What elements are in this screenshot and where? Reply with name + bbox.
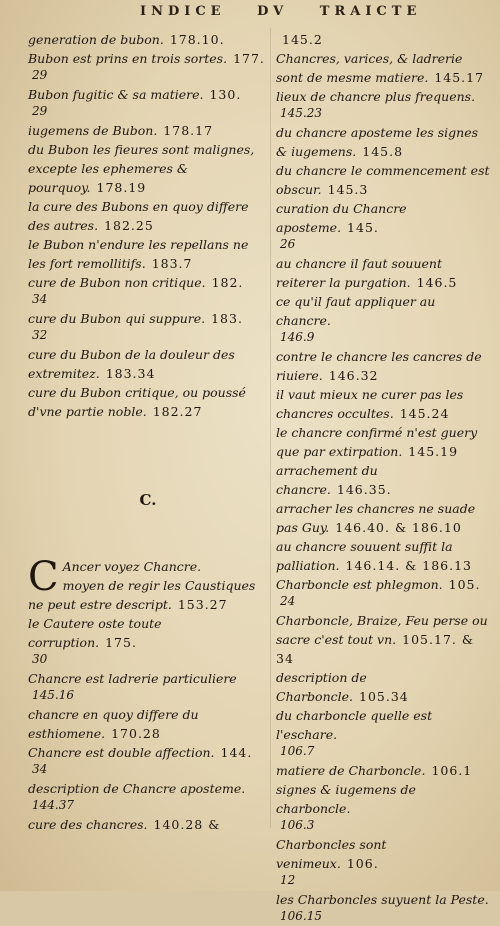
- entry-text: les Charboncles suyuent la Peste.: [276, 892, 489, 907]
- entry-text: Chancre est ladrerie particuliere: [28, 671, 237, 686]
- entry-text: ce qu'il faut appliquer au chancre.: [276, 294, 440, 328]
- entry-text: Bubon est prins en trois sortes.: [28, 51, 228, 66]
- header-word: DV: [257, 4, 289, 19]
- entry-page-ref: 145.19: [408, 444, 459, 459]
- entry-text: cure du Bubon critique, ou poussé d'vne partie noble.: [28, 385, 250, 419]
- section-letter: C.: [139, 491, 157, 509]
- entry-text: Charboncle, Braize, Feu perse ou sacre c'est tout vn.: [276, 613, 492, 647]
- entry-page-ref: 146.32: [328, 368, 379, 383]
- entry-page-ref: 182.27: [152, 404, 203, 419]
- page-reference: 144.37: [32, 798, 74, 812]
- entry-text: au chancre souuent suffit la palliation.: [276, 539, 457, 573]
- entry-page-ref: 145.3: [327, 182, 369, 197]
- index-entry: [28, 669, 268, 688]
- entry-page-ref: 183.: [211, 311, 243, 326]
- entry-page-ref: 182.: [211, 275, 244, 290]
- entry-page-ref: 105.: [448, 577, 481, 592]
- page-reference: 145.16: [32, 688, 74, 702]
- entry-text: curation du Chancre aposteme.: [276, 201, 411, 235]
- page-reference: 32: [32, 328, 48, 342]
- entry-page-ref: 182.25: [104, 218, 154, 233]
- entry-page-ref: 145.24: [399, 406, 450, 421]
- page-reference: 106.7: [280, 744, 315, 758]
- header-word: INDICE: [140, 4, 226, 19]
- entry-page-ref: 145.2: [282, 32, 323, 47]
- left-entries-top: [28, 30, 268, 421]
- entry-page-ref: 105.17. & 34: [276, 632, 479, 666]
- page-reference: 106.15: [280, 909, 322, 923]
- entry-page-ref: 178.17: [163, 123, 214, 138]
- entry-page-ref: 146.5: [416, 275, 458, 290]
- index-entry: [28, 614, 268, 652]
- index-entry: [28, 121, 268, 140]
- entry-page-ref: 146.35.: [336, 482, 392, 497]
- entry-text: Chancre est double affection.: [28, 745, 215, 760]
- entry-text: Charboncles sont venimeux.: [276, 837, 391, 871]
- entry-page-ref: 106.1: [431, 763, 473, 778]
- page-reference: 29: [32, 68, 48, 82]
- index-entry: [276, 49, 490, 87]
- index-entry: [28, 49, 268, 68]
- index-entry: [28, 815, 268, 834]
- index-entry: [276, 347, 490, 385]
- index-entry: [28, 85, 268, 104]
- entry-text: lieux de chancre plus frequens.: [276, 89, 476, 104]
- entry-text: Charboncle est phlegmon.: [276, 577, 443, 592]
- index-entry: [276, 761, 490, 780]
- entry-text: le Cautere oste toute corruption.: [28, 616, 166, 650]
- index-entry: [276, 575, 490, 594]
- entry-page-ref: 183.34: [105, 366, 156, 381]
- entry-text: Chancres, varices, & ladrerie sont de mesme matiere.: [276, 51, 467, 85]
- index-entry: [276, 123, 490, 161]
- drop-cap: C: [28, 554, 59, 600]
- entry-page-ref: 178.10.: [169, 32, 225, 47]
- entry-text: cure du Bubon de la douleur des extremitez.: [28, 347, 239, 381]
- page-reference: 30: [32, 652, 48, 666]
- entry-page-ref: 144.: [220, 745, 253, 760]
- entry-page-ref: 140.28 &: [153, 817, 221, 832]
- entry-page-ref: 105.34: [359, 689, 409, 704]
- right-entries: [276, 30, 494, 924]
- entry-text: il vaut mieux ne curer pas les chancres occultes.: [276, 387, 468, 421]
- entry-text: description de Chancre aposteme.: [28, 781, 246, 796]
- entry-text: arracher les chancres ne suade pas Guy.: [276, 501, 480, 535]
- index-entry: [28, 779, 268, 798]
- entry-page-ref: 146.14. & 186.13: [345, 558, 473, 573]
- entry-page-ref: 130.: [209, 87, 242, 102]
- right-column: [276, 30, 494, 926]
- entry-page-ref: 145.17: [434, 70, 485, 85]
- entry-text: au chancre il faut souuent reiterer la purgation.: [276, 256, 446, 290]
- page-reference: 106.3: [280, 818, 315, 832]
- page-reference: 24: [280, 594, 296, 608]
- index-entry: [276, 385, 490, 423]
- page-reference: 12: [280, 873, 296, 887]
- entry-text: cure des chancres.: [28, 817, 148, 832]
- column-gutter: [270, 28, 271, 828]
- index-entry: [276, 890, 490, 909]
- entry-text: contre le chancre les cancres de riuiere.: [276, 349, 486, 383]
- entry-text: cure du Bubon qui suppure.: [28, 311, 206, 326]
- entry-page-ref: 178.19: [96, 180, 147, 195]
- entry-page-ref: 183.7: [151, 256, 193, 271]
- index-entry: [276, 423, 490, 461]
- entry-text: moyen de regir les Caustiques ne peut estre descript.: [28, 578, 260, 612]
- entry-text: du charboncle quelle est l'eschare.: [276, 708, 437, 742]
- index-entry: [276, 199, 490, 237]
- index-entry: [276, 611, 490, 668]
- left-entries-bottom: [28, 554, 268, 834]
- index-entry: [28, 743, 268, 762]
- entry-page-ref: 175.: [105, 635, 137, 650]
- index-entry: [28, 235, 268, 273]
- header-word: TRAICTE: [319, 4, 422, 19]
- entry-text: cure de Bubon non critique.: [28, 275, 206, 290]
- index-entry: [28, 273, 268, 292]
- entry-text: Ancer voyez Chancre.: [62, 559, 202, 574]
- entry-text: signes & iugemens de charboncle.: [276, 782, 420, 816]
- index-entry: [276, 30, 490, 49]
- entry-text: du chancre aposteme les signes & iugemens.: [276, 125, 483, 159]
- index-entry: [276, 835, 490, 873]
- entry-text: Bubon fugitic & sa matiere.: [28, 87, 204, 102]
- index-entry: [276, 461, 490, 499]
- page-reference: 145.23: [280, 106, 322, 120]
- index-entry: [28, 576, 268, 614]
- index-entry: [276, 706, 490, 744]
- index-entry: [28, 345, 268, 383]
- entry-page-ref: 177.: [233, 51, 265, 66]
- index-entry: [28, 140, 268, 197]
- index-entry: [276, 87, 490, 106]
- entry-text: matiere de Charboncle.: [276, 763, 426, 778]
- entry-text: arrachement du chancre.: [276, 463, 382, 497]
- entry-text: du Bubon les fieures sont malignes, excepte les ephemeres & pourquoy.: [28, 142, 259, 195]
- index-entry: [276, 161, 494, 199]
- entry-text: iugemens de Bubon.: [28, 123, 158, 138]
- entry-text: la cure des Bubons en quoy differe des autres.: [28, 199, 253, 233]
- entry-page-ref: 170.28: [111, 726, 161, 741]
- page-reference: 146.9: [280, 330, 315, 344]
- index-entry: [28, 30, 268, 49]
- index-entry: [276, 292, 490, 330]
- entry-text: generation de bubon.: [28, 32, 164, 47]
- index-entry: [276, 668, 490, 706]
- entry-text: le Bubon n'endure les repellans ne les fort remollitifs.: [28, 237, 253, 271]
- entry-page-ref: 145.8: [362, 144, 404, 159]
- page-reference: 26: [280, 237, 296, 251]
- index-entry: [28, 383, 268, 421]
- index-entry: [28, 705, 268, 743]
- index-entry: [276, 254, 490, 292]
- entry-text: le chancre confirmé n'est guery que par extirpation.: [276, 425, 482, 459]
- entry-page-ref: 145.: [347, 220, 379, 235]
- index-entry: [276, 499, 490, 537]
- index-entry: [28, 309, 268, 328]
- entry-page-ref: 106.: [346, 856, 379, 871]
- entry-page-ref: 153.27: [177, 597, 228, 612]
- index-entry: [276, 537, 490, 575]
- running-header: [140, 4, 460, 19]
- entry-text: description de Charboncle.: [276, 670, 371, 704]
- page-reference: 34: [32, 292, 48, 306]
- index-entry: [28, 197, 268, 235]
- entry-page-ref: 146.40. & 186.10: [335, 520, 462, 535]
- index-entry: [276, 780, 490, 818]
- entry-text: chancre en quoy differe du esthiomene.: [28, 707, 203, 741]
- left-column: [28, 30, 268, 834]
- entry-text: du chancre le commencement est obscur.: [276, 163, 494, 197]
- page-reference: 29: [32, 104, 48, 118]
- page-reference: 34: [32, 762, 48, 776]
